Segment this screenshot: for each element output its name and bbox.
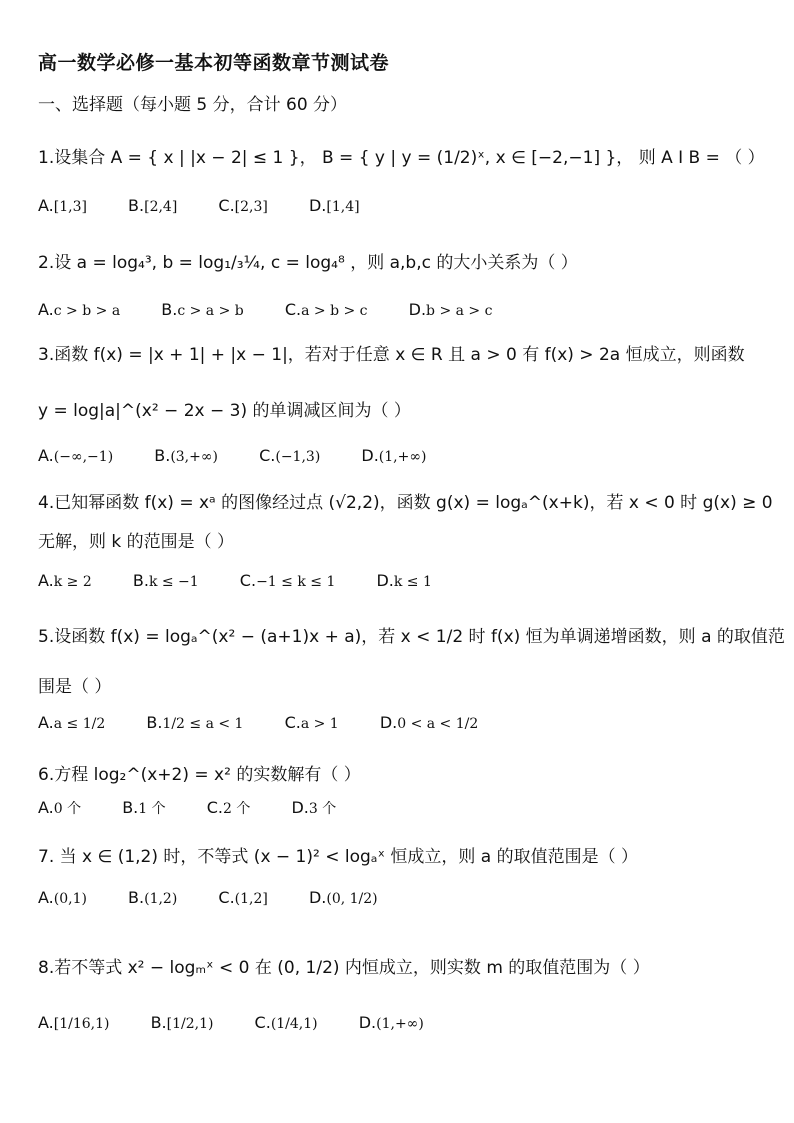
question-text: 4.已知幂函数 f(x) = xᵃ 的图像经过点 (√2,2)，函数 g(x) = logₐ^(x+k)，若 x < 0 时 g(x) ≥ 0 [38, 493, 773, 513]
option-a[interactable]: A.a ≤ 1/2 [38, 713, 106, 732]
option-b[interactable]: B.1 个 [122, 798, 166, 817]
question-4-stem-line-2 [38, 527, 234, 552]
question-8-stem [38, 953, 650, 978]
question-4-options [38, 571, 468, 590]
question-7-stem [38, 842, 638, 867]
option-c[interactable]: C.a > b > c [284, 300, 368, 319]
question-2-options [38, 300, 528, 319]
question-2-stem [38, 248, 578, 273]
option-b[interactable]: B.c > a > b [161, 300, 244, 319]
option-c[interactable]: C.(−1,3) [259, 446, 321, 465]
question-8-options [38, 1013, 460, 1032]
option-d[interactable]: D.[1,4] [308, 196, 360, 215]
question-text: 无解，则 k 的范围是（ ） [38, 532, 235, 552]
option-c[interactable]: C.[2,3] [218, 196, 268, 215]
option-a[interactable]: A.k ≥ 2 [38, 571, 92, 590]
option-c[interactable]: C.−1 ≤ k ≤ 1 [239, 571, 336, 590]
option-a[interactable]: A.(0,1) [38, 888, 87, 907]
question-text: 6.方程 log₂^(x+2) = x² 的实数解有（ ） [38, 765, 361, 785]
question-5-stem-line-2 [38, 672, 111, 697]
question-text: 3.函数 f(x) = |x + 1| + |x − 1|，若对于任意 x ∈ R 且 a > 0 有 f(x) > 2a 恒成立，则函数 [38, 345, 745, 365]
question-text: 围是（ ） [38, 677, 112, 697]
option-d[interactable]: D.(1,+∞) [361, 446, 427, 465]
question-1-options [38, 196, 396, 215]
question-6-stem [38, 760, 361, 785]
option-d[interactable]: D.b > a > c [408, 300, 493, 319]
page-title: 高一数学必修一基本初等函数章节测试卷 [38, 52, 390, 74]
option-b[interactable]: B.[2,4] [128, 196, 178, 215]
question-5-options [38, 713, 514, 732]
question-3-stem-line-1 [38, 340, 745, 365]
question-text: 5.设函数 f(x) = logₐ^(x² − (a+1)x + a)，若 x < 1/2 时 f(x) 恒为单调递增函数，则 a 的取值范 [38, 627, 785, 647]
option-b[interactable]: B.1/2 ≤ a < 1 [146, 713, 244, 732]
option-b[interactable]: B.[1/2,1) [150, 1013, 214, 1032]
question-5-stem-line-1 [38, 622, 785, 647]
question-text: 1.设集合 A = { x | |x − 2| ≤ 1 }， B = { y | y = (1/2)ˣ, x ∈ [−2,−1] }， 则 A I B = （ ） [38, 148, 765, 168]
option-c[interactable]: C.a > 1 [284, 713, 339, 732]
question-text: 7. 当 x ∈ (1,2) 时，不等式 (x − 1)² < logₐˣ 恒成立，则 a 的取值范围是（ ） [38, 847, 639, 867]
question-7-options [38, 888, 414, 907]
question-text: 2.设 a = log₄³, b = log₁/₃¼, c = log₄⁸ ，则 a,b,c 的大小关系为（ ） [38, 253, 578, 273]
option-b[interactable]: B.k ≤ −1 [132, 571, 199, 590]
question-1-stem [38, 143, 765, 168]
option-b[interactable]: B.(3,+∞) [154, 446, 218, 465]
section-heading: 一、选择题（每小题 5 分，合计 60 分） [38, 95, 348, 115]
option-a[interactable]: A.(−∞,−1) [38, 446, 114, 465]
question-text: y = log|a|^(x² − 2x − 3) 的单调减区间为（ ） [38, 401, 411, 421]
question-6-options [38, 798, 372, 818]
option-c[interactable]: C.(1/4,1) [254, 1013, 318, 1032]
option-a[interactable]: A.[1,3] [38, 196, 87, 215]
question-3-stem-line-2 [38, 396, 411, 421]
option-d[interactable]: D.0 < a < 1/2 [379, 713, 479, 732]
option-c[interactable]: C.(1,2] [218, 888, 268, 907]
option-d[interactable]: D.3 个 [291, 798, 337, 817]
option-c[interactable]: C.2 个 [206, 798, 251, 817]
option-b[interactable]: B.(1,2) [128, 888, 178, 907]
question-3-options [38, 446, 462, 465]
question-text: 8.若不等式 x² − logₘˣ < 0 在 (0, 1/2) 内恒成立，则实数 m 的取值范围为（ ） [38, 958, 650, 978]
option-d[interactable]: D.(0, 1/2) [308, 888, 378, 907]
option-a[interactable]: A.0 个 [38, 798, 82, 817]
option-a[interactable]: A.[1/16,1) [38, 1013, 110, 1032]
option-d[interactable]: D.(1,+∞) [358, 1013, 424, 1032]
option-a[interactable]: A.c > b > a [38, 300, 121, 319]
question-4-stem-line-1 [38, 488, 773, 513]
option-d[interactable]: D.k ≤ 1 [376, 571, 432, 590]
